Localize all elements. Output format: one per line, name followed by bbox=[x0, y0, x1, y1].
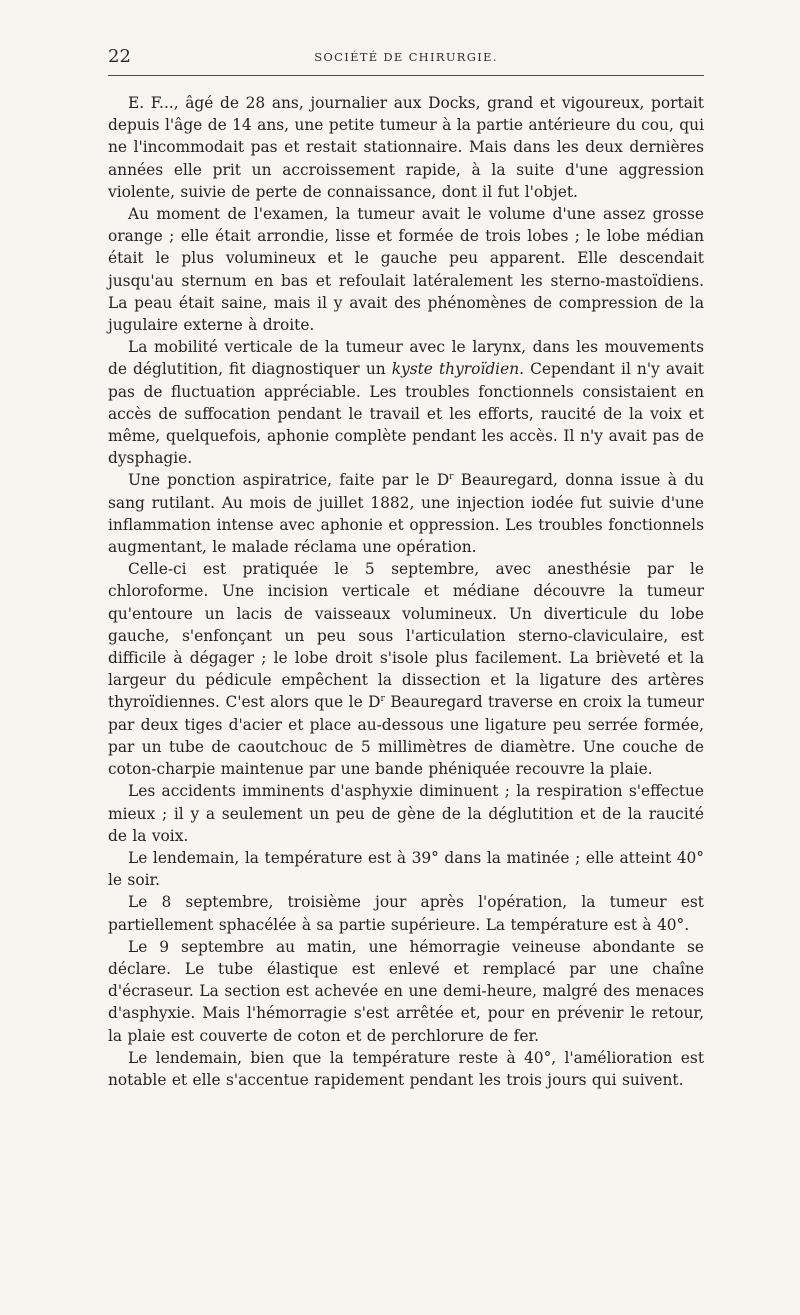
diagnosis-text-end: . Cependant il n'y avait pas de fluctuation appréciable. Les troubles fonctionnels consistaient en accès de suffocation pendant le travail et les efforts, raucité de la voix et même, quelquefois, aphonie complète pendant les accès. Il n'y avait pas de dysphagie. bbox=[108, 360, 704, 468]
header-rule bbox=[108, 75, 704, 76]
operation-text-end: Beauregard traverse en croix la tumeur par deux tiges d'acier et place au-dessous une ligature peu serrée formée, par un tube de caoutchouc de 5 millimètres de diamètre. Une couche de coton-charpie maintenue par une bande phéniquée recouvre la plaie. bbox=[108, 693, 704, 779]
puncture-text-start: Une ponction aspiratrice, faite par le D bbox=[128, 471, 450, 490]
paragraph-patient-history: E. F..., âgé de 28 ans, journalier aux Docks, grand et vigoureux, portait depuis l'âge de 14 ans, une petite tumeur à la partie antérieure du cou, qui ne l'incommodait pas et restait stationnaire. Mais dans les deux dernières années elle prit un accroissement rapide, à la suite d'une aggression violente, suivie de perte de connaissance, dont il fut l'objet. bbox=[108, 94, 704, 201]
journal-title: SOCIÉTÉ DE CHIRURGIE. bbox=[314, 50, 498, 64]
doctor-abbrev-superscript: r bbox=[380, 694, 385, 705]
operation-text-start: Celle-ci est pratiquée le 5 septembre, avec anesthésie par le chloroforme. Une incision verticale et médiane découvre la tumeur qu'entoure un lacis de vaisseaux volumineux. Un diverticule du lobe gauche, s'enfonçant un peu sous l'articulation sterno-claviculaire, est difficile à dégager ; le lobe droit s'isole plus facilement. La brièveté et la largeur du pédicule empêchent la dissection et la ligature des artères thyroïdiennes. C'est alors que le D bbox=[108, 560, 704, 712]
paragraph-operation bbox=[108, 558, 704, 780]
paragraph-puncture bbox=[108, 469, 704, 558]
paragraph-sept-8: Le 8 septembre, troisième jour après l'opération, la tumeur est partiellement sphacélée à sa partie supérieure. La température est à 40°. bbox=[108, 893, 704, 934]
paragraph-asphyxia: Les accidents imminents d'asphyxie diminuent ; la respiration s'effectue mieux ; il y a seulement un peu de gène de la déglutition et de la raucité de la voix. bbox=[108, 782, 704, 845]
diagnosis-term: kyste thyroïdien bbox=[391, 360, 520, 379]
doctor-abbrev-superscript: r bbox=[449, 472, 454, 483]
paragraph-diagnosis bbox=[108, 336, 704, 469]
paragraph-improvement: Le lendemain, bien que la température reste à 40°, l'amélioration est notable et elle s'accentue rapidement pendant les trois jours qui suivent. bbox=[108, 1048, 704, 1089]
body-text bbox=[108, 92, 704, 1091]
running-head bbox=[108, 46, 704, 68]
puncture-text-end: Beauregard, donna issue à du sang rutilant. Au mois de juillet 1882, une injection iodée fut suivie d'une inflammation intense avec aphonie et oppression. Les troubles fonctionnels augmentant, le malade réclama une opération. bbox=[108, 471, 704, 557]
paragraph-examination: Au moment de l'examen, la tumeur avait le volume d'une assez grosse orange ; elle était arrondie, lisse et formée de trois lobes ; le lobe médian était le plus volumineux et le gauche peu apparent. Elle descendait jusqu'au sternum en bas et refoulait latéralement les sterno-mastoïdiens. La peau était saine, mais il y avait des phénomènes de compression de la jugulaire externe à droite. bbox=[108, 205, 704, 335]
paragraph-sept-9: Le 9 septembre au matin, une hémorragie veineuse abondante se déclare. Le tube élastique est enlevé et remplacé par une chaîne d'écraseur. La section est achevée en une demi-heure, malgré des menaces d'asphyxie. Mais l'hémorragie s'est arrêtée et, pour en prévenir le retour, la plaie est couverte de coton et de perchlorure de fer. bbox=[108, 937, 704, 1045]
diagnosis-text-start: La mobilité verticale de la tumeur avec le larynx, dans les mouvements de déglutition, fit diagnostiquer un bbox=[108, 338, 704, 379]
page-number: 22 bbox=[108, 46, 131, 67]
book-page bbox=[108, 0, 704, 1315]
paragraph-next-day: Le lendemain, la température est à 39° dans la matinée ; elle atteint 40° le soir. bbox=[108, 848, 704, 890]
